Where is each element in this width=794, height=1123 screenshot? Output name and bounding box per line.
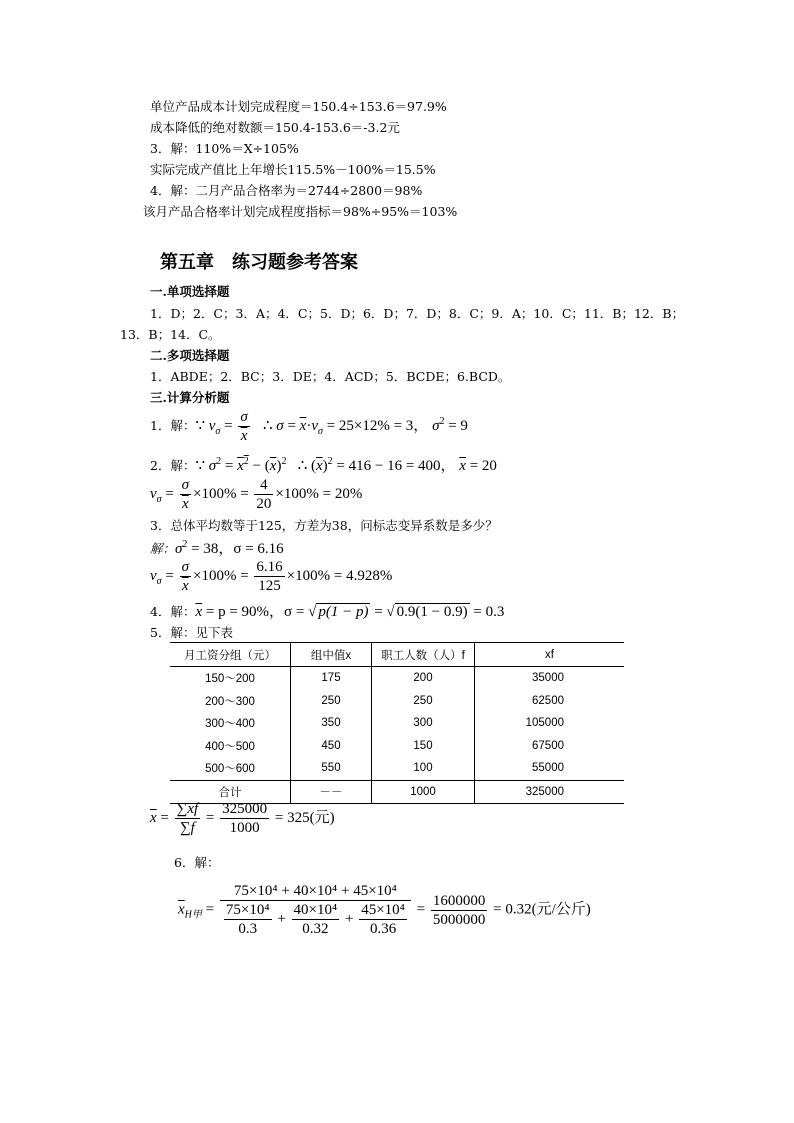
text-line: 6．解：	[174, 855, 220, 870]
text-line: 5．解：见下表	[150, 625, 233, 640]
formula-q3b: $v_\sigma$ = $\frac{\sigma}{x}$ ×100% = $\frac{6.16}{125}$ ×100% = 4.928%	[150, 559, 393, 594]
q3-sol: = 38，σ = 6.16	[191, 541, 284, 557]
text-line: 4．解：二月产品合格率为＝2744÷2800＝98%	[150, 183, 423, 198]
fraction: $\frac{325000}{1000}$	[222, 801, 268, 836]
table-cell: 250	[291, 690, 372, 713]
q4-sqrt2: 0.9(1 − 0.9)	[396, 604, 468, 620]
q3b-end: ×100% = 4.928%	[286, 567, 393, 584]
formula-q4: 4．解：$\overline{x} = p = 90\%$，σ = √ p(1 − p) = √ 0.9(1 − 0.9) = 0.3	[150, 604, 505, 620]
q4-mid: = p = 90%，σ =	[205, 604, 305, 620]
table-cell: 200～300	[205, 695, 255, 708]
formula-q2b: $v_\sigma$ = $\frac{\sigma}{x}$ ×100% = $\frac{4}{20}$ ×100% = 20%	[150, 477, 363, 512]
answer-line: 1．D；2．C；3．A；4．C；5．D；6．D；7．D；8．C；9．A；10．C；11．B；12．B；	[150, 306, 685, 321]
table-cell: 100	[372, 757, 475, 780]
table-header-row	[170, 643, 624, 667]
text-line: 3．解：110%＝X÷105%	[150, 141, 299, 156]
table-cell: 62500	[475, 690, 625, 713]
formula-q6: $\overline{x}_{H甲}$ = 75×10⁴ + 40×10⁴ + 45×10⁴ $\frac{\text{75×10⁴}}{0.3}$ + $\frac{\text{40×10⁴}}{0.32}$ + $\frac{\text{45×10⁴}}{0.36}$ = $\frac{1600000}{5000000}$ = 0.32(元/公斤)	[178, 883, 591, 937]
table-cell: 35000	[475, 667, 625, 690]
formula-q3: 解：$\sigma^2 = 38$，σ = 6.16	[150, 539, 284, 557]
table-cell: 150	[372, 735, 475, 758]
table-row	[170, 712, 624, 735]
fraction: $\frac{6.16}{125}$	[256, 559, 283, 594]
fraction: $\frac{1600000}{5000000}$	[432, 892, 486, 928]
formula-mean: $\overline{x}$ = $\frac{\sum xf}{\sum f}$ = $\frac{325000}{1000}$ = 325(元)	[150, 801, 335, 836]
table-cell: 550	[291, 757, 372, 780]
table-cell: 450	[291, 735, 372, 758]
section-title: 一.单项选择题	[150, 284, 230, 299]
table-cell: 175	[291, 667, 372, 690]
q4-label: 4．解：	[150, 604, 196, 619]
table-header: xf	[475, 643, 625, 667]
table-cell: 105000	[475, 712, 625, 735]
fraction: $\frac{\sigma}{x}$	[240, 409, 248, 444]
answer-line: 1．ABDE；2．BC；3．DE；4．ACD；5．BCDE；6.BCD。	[150, 369, 511, 384]
table-row	[170, 757, 624, 780]
table-cell: －－	[291, 780, 372, 804]
q1-end: = 9	[448, 417, 468, 434]
section-title: 三.计算分析题	[150, 390, 230, 405]
fraction: $\frac{\sum xf}{\sum f}$	[176, 801, 199, 836]
text-line: 单位产品成本计划完成程度＝150.4÷153.6＝97.9%	[150, 99, 447, 114]
table-cell: 67500	[475, 735, 625, 758]
fraction: 75×10⁴ + 40×10⁴ + 45×10⁴ $\frac{\text{75×10⁴}}{0.3}$ + $\frac{\text{40×10⁴}}{0.32}$ + $\frac{\text{45×10⁴}}{0.36}$	[220, 882, 411, 938]
table-header: 职工人数（人）f	[372, 643, 475, 667]
table-cell: 500～600	[205, 763, 255, 776]
q4-sqrt1: p(1 − p)	[318, 604, 369, 620]
q1-label: 1．解：	[150, 417, 196, 433]
section-title: 二.多项选择题	[150, 348, 230, 363]
table-cell: 400～500	[205, 740, 255, 753]
table-cell: 300	[372, 712, 475, 735]
table-cell: 200	[372, 667, 475, 690]
table-cell: 150～200	[205, 673, 255, 686]
q2-mid: = 416 − 16 = 400，	[336, 458, 456, 474]
table-row	[170, 690, 624, 713]
text-line: 成本降低的绝对数额＝150.4-153.6＝-3.2元	[150, 120, 400, 135]
table-cell: 合计	[170, 780, 291, 804]
answer-line: 13．B；14．C。	[120, 327, 221, 342]
formula-q2: 2．解：∵ $\sigma^2 = x^2 - (\overline{x})^2$ ∴ $(\overline{x})^2 = 416 - 16 = 400$， $\overline{x} = 20$	[150, 456, 497, 474]
table-cell: 325000	[475, 780, 625, 804]
table-row	[170, 735, 624, 758]
fraction: $\frac{\sigma}{x}$	[181, 559, 189, 594]
q1-result: = 25×12% = 3，	[326, 417, 429, 434]
q2b-end: ×100% = 20%	[275, 485, 363, 502]
q2-label: 2．解：	[150, 458, 196, 473]
question-text: 3．总体平均数等于125，方差为38，问标志变异系数是多少？	[150, 518, 498, 533]
q2-end: = 20	[469, 458, 497, 474]
table-row	[170, 667, 624, 690]
table-header: 月工资分组（元）	[170, 643, 291, 667]
fraction: $\frac{4}{20}$	[256, 477, 272, 512]
fraction: $\frac{\sigma}{x}$	[181, 477, 189, 512]
q3-label: 解：	[150, 541, 176, 556]
chapter-title: 第五章 练习题参考答案	[160, 252, 358, 273]
table-cell: 1000	[372, 780, 475, 804]
formula-q1: 1．解：∵ $v_\sigma$ = $\frac{\sigma}{x}$ ∴ $\sigma = \overline{x}\cdot v_\sigma = 25\times 12\% = 3$， $\sigma^2 = 9$	[150, 409, 468, 444]
q6-result: = 0.32(元/公斤)	[493, 901, 591, 918]
table-header: 组中值x	[291, 643, 372, 667]
table-cell: 300～400	[205, 718, 255, 731]
table-cell: 55000	[475, 757, 625, 780]
mean-result: = 325(元)	[274, 809, 335, 826]
q2b-mid: ×100% =	[192, 485, 249, 502]
table-cell: 250	[372, 690, 475, 713]
text-line: 实际完成产值比上年增长115.5%－100%＝15.5%	[150, 162, 436, 177]
table-cell: 350	[291, 712, 372, 735]
wage-table	[170, 642, 624, 804]
text-line: 该月产品合格率计划完成程度指标＝98%÷95%＝103%	[143, 204, 458, 219]
q4-end: = 0.3	[473, 604, 505, 620]
